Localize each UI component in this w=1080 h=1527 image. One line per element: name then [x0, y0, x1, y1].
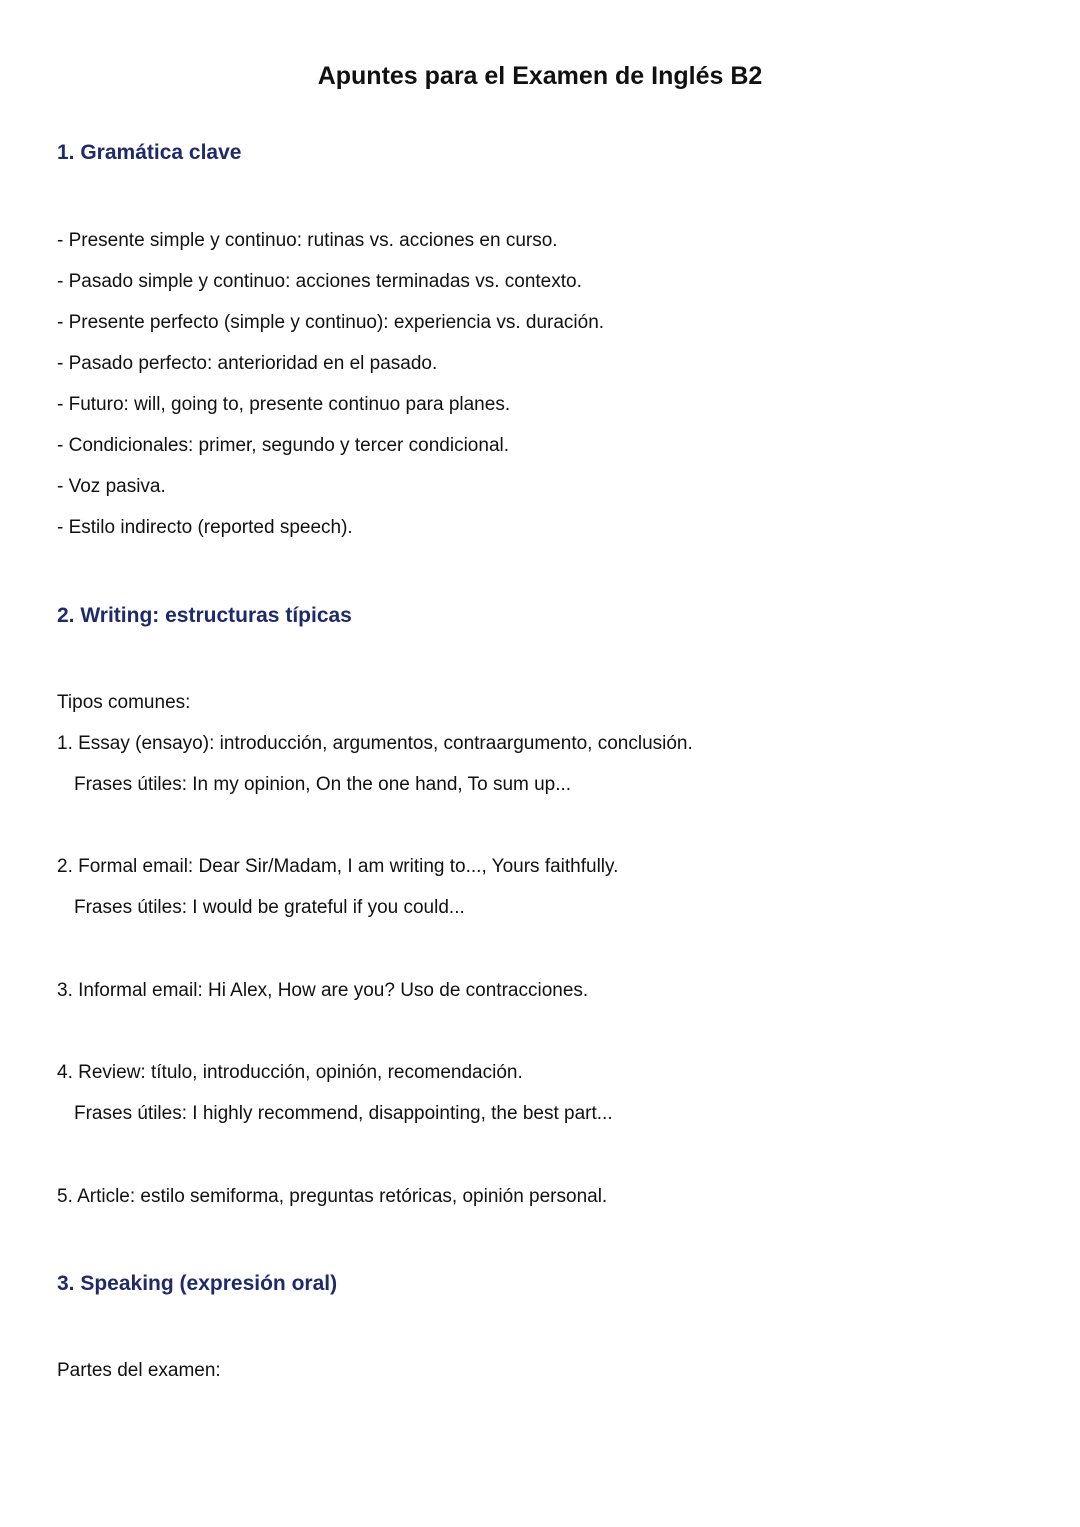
writing-type-essay: 1. Essay (ensayo): introducción, argumentos, contraargumento, conclusión. — [57, 733, 693, 754]
writing-type-article: 5. Article: estilo semiforma, preguntas retóricas, opinión personal. — [57, 1186, 608, 1207]
section-heading-speaking: 3. Speaking (expresión oral) — [57, 1272, 338, 1295]
writing-useful-phrases: Frases útiles: I would be grateful if you could... — [74, 897, 465, 918]
writing-intro: Tipos comunes: — [57, 692, 191, 713]
speaking-intro: Partes del examen: — [57, 1360, 221, 1381]
section-heading-grammar: 1. Gramática clave — [57, 141, 242, 164]
grammar-item: - Pasado simple y continuo: acciones terminadas vs. contexto. — [57, 271, 582, 292]
writing-useful-phrases: Frases útiles: I highly recommend, disappointing, the best part... — [74, 1103, 613, 1124]
grammar-item: - Presente perfecto (simple y continuo): experiencia vs. duración. — [57, 312, 605, 333]
grammar-item: - Pasado perfecto: anterioridad en el pasado. — [57, 353, 438, 374]
grammar-item: - Presente simple y continuo: rutinas vs. acciones en curso. — [57, 230, 558, 251]
writing-type-informal-email: 3. Informal email: Hi Alex, How are you? Uso de contracciones. — [57, 980, 589, 1001]
grammar-item: - Voz pasiva. — [57, 476, 166, 497]
writing-useful-phrases: Frases útiles: In my opinion, On the one hand, To sum up... — [74, 774, 572, 795]
writing-type-formal-email: 2. Formal email: Dear Sir/Madam, I am writing to..., Yours faithfully. — [57, 856, 619, 877]
page-title: Apuntes para el Examen de Inglés B2 — [317, 62, 763, 90]
grammar-item: - Futuro: will, going to, presente continuo para planes. — [57, 394, 511, 415]
section-heading-writing: 2. Writing: estructuras típicas — [57, 604, 352, 627]
grammar-item: - Estilo indirecto (reported speech). — [57, 517, 353, 538]
grammar-item: - Condicionales: primer, segundo y tercer condicional. — [57, 435, 510, 456]
writing-type-review: 4. Review: título, introducción, opinión, recomendación. — [57, 1062, 523, 1083]
